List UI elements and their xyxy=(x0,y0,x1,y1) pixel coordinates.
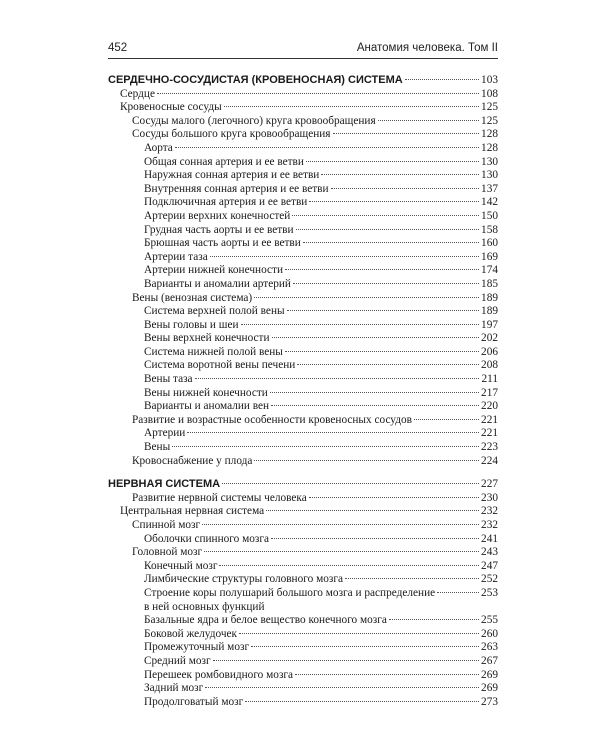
toc-entry xyxy=(108,183,498,197)
toc-entry xyxy=(108,319,498,333)
toc-section xyxy=(108,478,498,709)
toc-entry xyxy=(108,573,498,587)
toc-entry xyxy=(108,346,498,360)
dot-leader xyxy=(437,592,479,593)
toc-section xyxy=(108,74,498,468)
toc-entry-title: Головной мозг xyxy=(132,546,203,559)
dot-leader xyxy=(309,497,479,498)
toc-entry-title: Вены xyxy=(144,441,171,454)
toc-entry xyxy=(108,696,498,710)
toc-entry-title-line: в ней основных функций xyxy=(144,600,265,613)
dot-leader xyxy=(245,701,479,702)
toc-page-number: 217 xyxy=(481,386,498,399)
toc-entry xyxy=(108,128,498,142)
toc-entry xyxy=(108,196,498,210)
toc-page-number: 260 xyxy=(481,627,498,640)
toc-entry xyxy=(108,359,498,373)
dot-leader xyxy=(295,674,479,675)
toc-entry xyxy=(108,115,498,129)
toc-entry xyxy=(108,628,498,642)
toc-page-number: 108 xyxy=(481,87,498,100)
dot-leader xyxy=(285,269,479,270)
dot-leader xyxy=(287,310,479,311)
toc-entry xyxy=(108,519,498,533)
toc-entry-title: НЕРВНАЯ СИСТЕМА xyxy=(108,478,221,491)
toc-entry-title: Сердце xyxy=(120,87,155,100)
toc-entry-title: Артерии таза xyxy=(144,250,208,263)
toc-page-number: 243 xyxy=(481,546,498,559)
dot-leader xyxy=(202,524,479,525)
toc-entry-title: Наружная сонная артерия и ее ветви xyxy=(144,169,320,182)
toc-entry xyxy=(108,142,498,156)
toc-page-number: 211 xyxy=(481,373,498,386)
toc-page-number: 128 xyxy=(481,141,498,154)
toc-page-number: 208 xyxy=(481,359,498,372)
toc-entry xyxy=(108,251,498,265)
toc-entry xyxy=(108,156,498,170)
toc-entry xyxy=(108,210,498,224)
toc-page-number: 128 xyxy=(481,128,498,141)
dot-leader xyxy=(157,93,479,94)
dot-leader xyxy=(219,565,479,566)
toc-entry xyxy=(108,332,498,346)
toc-page-number: 189 xyxy=(481,305,498,318)
toc-page-number: 273 xyxy=(481,695,498,708)
toc-entry-title: Развитие нервной системы человека xyxy=(132,491,307,504)
dot-leader xyxy=(266,510,479,511)
toc-entry-title: Кровоснабжение у плода xyxy=(132,454,253,467)
toc-entry xyxy=(108,669,498,683)
toc-entry-title: Боковой желудочек xyxy=(144,627,238,640)
toc-entry-title: Грудная часть аорты и ее ветви xyxy=(144,223,294,236)
toc-entry-title xyxy=(144,587,435,614)
dot-leader xyxy=(204,551,479,552)
toc-entry xyxy=(108,441,498,455)
toc-entry-title: Центральная нервная система xyxy=(120,505,265,518)
toc-entry xyxy=(108,414,498,428)
dot-leader xyxy=(254,460,479,461)
toc-page-number: 255 xyxy=(481,614,498,627)
dot-leader xyxy=(187,432,479,433)
dot-leader xyxy=(309,201,479,202)
dot-leader xyxy=(222,483,479,484)
toc-page-number: 130 xyxy=(481,169,498,182)
toc-page-number: 267 xyxy=(481,654,498,667)
toc-entry xyxy=(108,427,498,441)
toc-page-number: 130 xyxy=(481,155,498,168)
toc-entry-title: Сосуды малого (легочного) круга кровообращения xyxy=(132,114,376,127)
toc-entry-title: Вены головы и шеи xyxy=(144,318,239,331)
dot-leader xyxy=(210,256,479,257)
toc-entry-title: СЕРДЕЧНО-СОСУДИСТАЯ (КРОВЕНОСНАЯ) СИСТЕМА xyxy=(108,74,403,86)
dot-leader xyxy=(254,297,479,298)
toc-entry xyxy=(108,305,498,319)
dot-leader xyxy=(321,174,479,175)
toc-entry-title: Оболочки спинного мозга xyxy=(144,532,270,545)
toc-entry-title: Система верхней полой вены xyxy=(144,305,285,318)
toc-entry-title: Подключичная артерия и ее ветви xyxy=(144,196,308,209)
toc-chapter-heading xyxy=(108,478,498,492)
toc-entry xyxy=(108,88,498,102)
dot-leader xyxy=(292,215,479,216)
toc-entry xyxy=(108,492,498,506)
dot-leader xyxy=(195,378,480,379)
toc-entry-title: Артерии верхних конечностей xyxy=(144,209,291,222)
dot-leader xyxy=(405,79,479,80)
dot-leader xyxy=(271,538,479,539)
toc-page-number: 253 xyxy=(481,586,498,599)
dot-leader xyxy=(345,578,479,579)
toc-entry xyxy=(108,533,498,547)
toc-page-number: 202 xyxy=(481,332,498,345)
toc-page-number: 232 xyxy=(481,519,498,531)
toc-entry-title: Сосуды большого круга кровообращения xyxy=(132,128,331,141)
toc-page-number: 252 xyxy=(481,573,498,586)
toc-entry xyxy=(108,292,498,306)
toc-entry xyxy=(108,587,498,614)
toc-entry xyxy=(108,224,498,238)
dot-leader xyxy=(271,405,479,406)
toc-entry xyxy=(108,387,498,401)
toc-entry xyxy=(108,505,498,519)
toc-entry xyxy=(108,278,498,292)
toc-page-number: 230 xyxy=(481,491,498,504)
toc-entry-title: Вены нижней конечности xyxy=(144,386,268,399)
toc-entry xyxy=(108,400,498,414)
toc-page-number: 263 xyxy=(481,641,498,654)
toc-page-number: 174 xyxy=(481,264,498,277)
toc-page-number: 247 xyxy=(481,559,498,572)
toc-page-number: 125 xyxy=(481,114,498,127)
dot-leader xyxy=(296,229,480,230)
dot-leader xyxy=(241,324,480,325)
toc-entry-title: Спинной мозг xyxy=(132,519,201,531)
toc-entry-title: Общая сонная артерия и ее ветви xyxy=(144,155,304,168)
dot-leader xyxy=(172,446,479,447)
toc-entry-title: Вены верхней конечности xyxy=(144,332,270,345)
toc-entry-title-line: Строение коры полушарий большого мозга и распределение xyxy=(144,586,436,599)
toc-page-number: 221 xyxy=(481,427,498,440)
dot-leader xyxy=(270,392,479,393)
toc-entry xyxy=(108,237,498,251)
toc-page-number: 125 xyxy=(481,101,498,114)
toc-page-number: 221 xyxy=(481,413,498,426)
toc-entry xyxy=(108,264,498,278)
toc-page-number: 103 xyxy=(481,74,498,86)
toc-page-number: 197 xyxy=(481,318,498,331)
toc-page-number: 185 xyxy=(481,277,498,290)
toc-entry-title: Артерии xyxy=(144,427,186,440)
dot-leader xyxy=(285,351,479,352)
toc-page-number: 224 xyxy=(481,454,498,467)
toc-entry xyxy=(108,560,498,574)
toc-entry-title: Конечный мозг xyxy=(144,559,218,572)
toc-entry-title: Внутренняя сонная артерия и ее ветви xyxy=(144,182,329,195)
dot-leader xyxy=(213,660,479,661)
toc-chapter-heading xyxy=(108,74,498,88)
toc-page-number: 220 xyxy=(481,400,498,413)
toc-page-number: 189 xyxy=(481,291,498,304)
toc-entry xyxy=(108,655,498,669)
toc-page-number: 232 xyxy=(481,505,498,518)
toc-entry-title: Варианты и аномалии вен xyxy=(144,400,270,413)
toc-entry-title: Система нижней полой вены xyxy=(144,345,283,358)
dot-leader xyxy=(205,687,479,688)
dot-leader xyxy=(378,120,479,121)
toc-entry-title: Средний мозг xyxy=(144,654,211,667)
toc-page-number: 169 xyxy=(481,250,498,263)
toc-entry-title: Аорта xyxy=(144,141,173,154)
toc-entry-title: Брюшная часть аорты и ее ветви xyxy=(144,237,301,250)
toc-page-number: 206 xyxy=(481,345,498,358)
toc-entry-title: Вены (венозная система) xyxy=(132,291,253,304)
toc-page-number: 160 xyxy=(481,237,498,250)
dot-leader xyxy=(333,133,480,134)
toc-entry-title: Продолговатый мозг xyxy=(144,695,244,708)
toc-entry xyxy=(108,614,498,628)
toc-entry-title: Перешеек ромбовидного мозга xyxy=(144,668,294,681)
toc-entry-title: Развитие и возрастные особенности кровеносных сосудов xyxy=(132,413,412,426)
dot-leader xyxy=(306,161,479,162)
toc-entry-title: Варианты и аномалии артерий xyxy=(144,277,291,290)
dot-leader xyxy=(224,106,479,107)
toc-entry-title: Лимбические структуры головного мозга xyxy=(144,573,343,586)
dot-leader xyxy=(414,419,479,420)
toc-page-number: 158 xyxy=(481,223,498,236)
toc-entry-title: Задний мозг xyxy=(144,682,204,695)
toc-entry xyxy=(108,169,498,183)
toc-page-number: 150 xyxy=(481,209,498,222)
toc-entry xyxy=(108,101,498,115)
dot-leader xyxy=(331,188,479,189)
toc-page-number: 241 xyxy=(481,532,498,545)
toc-page-number: 142 xyxy=(481,196,498,209)
dot-leader xyxy=(251,646,479,647)
running-title: Анатомия человека. Том II xyxy=(356,42,498,54)
toc-page-number: 269 xyxy=(481,668,498,681)
dot-leader xyxy=(303,242,479,243)
toc-entry xyxy=(108,641,498,655)
dot-leader xyxy=(272,337,480,338)
toc-entry xyxy=(108,682,498,696)
dot-leader xyxy=(175,147,479,148)
toc-entry-title: Промежуточный мозг xyxy=(144,641,250,654)
toc-entry-title: Вены таза xyxy=(144,373,193,386)
dot-leader xyxy=(293,283,479,284)
toc-entry xyxy=(108,373,498,387)
toc-page-number: 269 xyxy=(481,682,498,695)
dot-leader xyxy=(389,619,479,620)
page-number: 452 xyxy=(108,42,128,54)
toc-entry-title: Базальные ядра и белое вещество конечного мозга xyxy=(144,614,387,627)
toc-page-number: 137 xyxy=(481,182,498,195)
dot-leader xyxy=(297,364,479,365)
toc-page-number: 223 xyxy=(481,441,498,454)
toc-entry xyxy=(108,455,498,469)
dot-leader xyxy=(239,633,479,634)
toc-entry-title: Система воротной вены печени xyxy=(144,359,296,372)
toc-entry xyxy=(108,546,498,560)
table-of-contents xyxy=(108,74,498,719)
toc-page-number: 227 xyxy=(481,478,498,491)
toc-entry-title: Кровеносные сосуды xyxy=(120,101,222,114)
toc-entry-title: Артерии нижней конечности xyxy=(144,264,283,277)
page-header xyxy=(108,36,498,59)
